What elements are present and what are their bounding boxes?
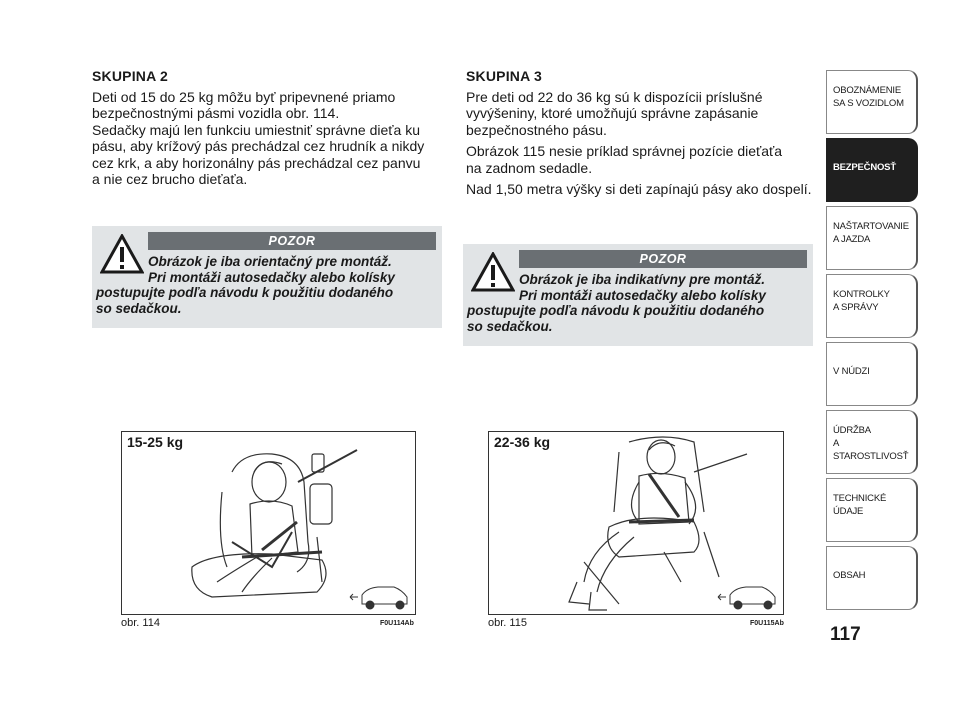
tab-bezpecnost[interactable]: BEZPEČNOSŤ	[826, 138, 918, 202]
group-2-paragraph: Deti od 15 do 25 kg môžu byť pripevnené priamo bezpečnostnými pásmi vozidla obr. 114. Sedačky majú len funkciu umiestniť správne dieťa ku pásu, aby krížový pás prechádzal cez hrudník a nikdy cez krk, a aby horizonálny pás prechádzal cez panvu a nie cez brucho dieťaťa.	[92, 88, 425, 187]
group-3-paragraph-2: Obrázok 115 nesie príklad správnej pozície dieťaťa na zadnom sedadle.	[466, 143, 783, 176]
car-icon	[350, 587, 407, 609]
child-seat-illustration	[122, 432, 416, 615]
section-heading-group-2: SKUPINA 2	[92, 68, 168, 84]
tab-udrzba[interactable]: ÚDRŽBA A STAROSTLIVOSŤ	[826, 410, 918, 474]
tab-technicke-udaje[interactable]: TECHNICKÉ ÚDAJE	[826, 478, 918, 542]
figure-115-caption: obr. 115	[488, 617, 527, 629]
warning-text: Obrázok je iba indikatívny pre montáž. Pri montáži autosedačky alebo kolísky postupujte podľa návodu k použitiu dodaného so sedačkou.	[467, 272, 766, 334]
group-3-paragraph-1: Pre deti od 22 do 36 kg sú k dispozícii príslušné vyvýšeniny, ktoré umožňujú správne zapásanie bezpečnostného pásu.	[466, 88, 763, 138]
figure-weight-label: 22-36 kg	[494, 434, 551, 450]
tab-oboznamenie[interactable]: OBOZNÁMENIE SA S VOZIDLOM	[826, 70, 918, 134]
figure-114	[121, 431, 416, 615]
section-heading-group-3: SKUPINA 3	[466, 68, 542, 84]
left-column	[92, 68, 442, 193]
warning-box-group-2	[92, 226, 442, 328]
booster-cushion-illustration	[489, 432, 784, 615]
tab-obsah[interactable]: OBSAH	[826, 546, 918, 610]
figure-114-code: F0U114Ab	[380, 620, 414, 627]
warning-title: POZOR	[148, 232, 436, 250]
tab-nastartovanie[interactable]: NAŠTARTOVANIE A JAZDA	[826, 206, 918, 270]
tab-v-nudzi[interactable]: V NÚDZI	[826, 342, 918, 406]
warning-text: Obrázok je iba orientačný pre montáž. Pri montáži autosedačky alebo kolísky postupujte podľa návodu k použitiu dodaného so sedačkou.	[96, 254, 395, 316]
tab-kontrolky[interactable]: KONTROLKY A SPRÁVY	[826, 274, 918, 338]
figure-115-code: F0U115Ab	[750, 620, 784, 627]
right-column	[466, 68, 816, 203]
figure-115	[488, 431, 784, 615]
page-number: 117	[830, 624, 861, 645]
warning-title: POZOR	[519, 250, 807, 268]
car-icon	[718, 587, 775, 609]
warning-box-group-3	[463, 244, 813, 346]
group-3-paragraph-3: Nad 1,50 metra výšky si deti zapínajú pásy ako dospelí.	[466, 181, 812, 197]
figure-114-caption: obr. 114	[121, 617, 160, 629]
figure-weight-label: 15-25 kg	[127, 434, 184, 450]
